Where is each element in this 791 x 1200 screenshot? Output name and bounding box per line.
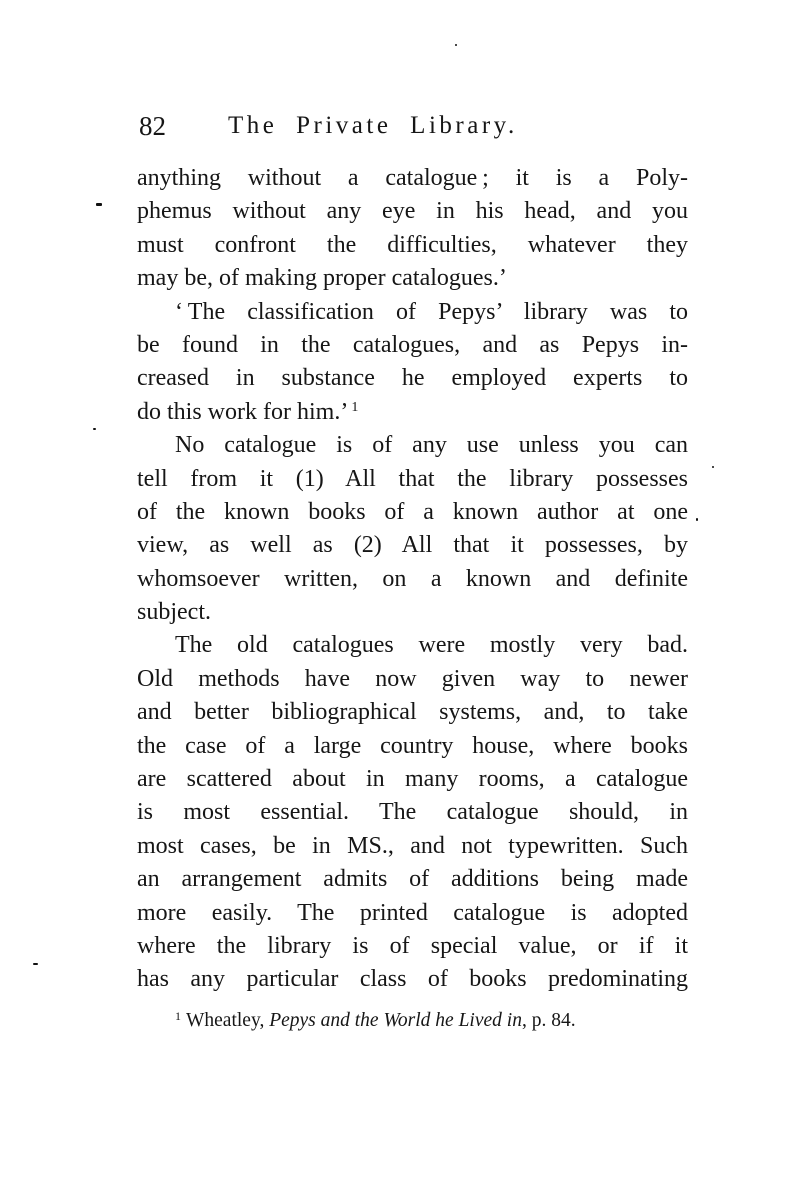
text-line (137, 830, 688, 863)
text-line (137, 496, 688, 529)
text-line-content: Old methods have now given way to newer (137, 665, 688, 692)
text-line-content: ‘ The classification of Pepys’ library was to (175, 298, 688, 325)
text-line (137, 696, 688, 729)
text-line-content: tell from it (1) All that the library possesses (137, 465, 688, 492)
scan-speck (33, 963, 38, 965)
scan-speck (93, 428, 96, 430)
scan-speck (712, 466, 714, 468)
text-line-content: do this work for him.’ (137, 398, 349, 425)
text-line (137, 329, 688, 362)
text-line (137, 963, 688, 996)
text-line (137, 663, 688, 696)
footnote-reference: 1 (351, 399, 359, 415)
text-line-content: The old catalogues were mostly very bad. (175, 632, 688, 659)
footnote-book-title: Pepys and the World he Lived in (269, 1009, 522, 1031)
text-line (137, 362, 688, 395)
text-line (137, 763, 688, 796)
text-line (137, 730, 688, 763)
text-line-content: more easily. The printed catalogue is adopted (137, 899, 688, 926)
text-line (137, 463, 688, 496)
page-number: 82 (139, 111, 166, 141)
text-line-content: has any particular class of books predominating (137, 966, 688, 993)
scan-speck (455, 44, 457, 46)
footnote-marker: 1 (175, 1008, 181, 1023)
text-line-content: must confront the difficulties, whatever they (137, 231, 688, 258)
text-line (137, 396, 688, 429)
text-line (137, 897, 688, 930)
text-line-content: phemus without any eye in his head, and you (137, 198, 688, 225)
text-line (137, 262, 688, 295)
text-line-content: where the library is of special value, or if it (137, 932, 688, 959)
text-line (137, 563, 688, 596)
scan-speck (96, 203, 102, 206)
text-line-content: whomsoever written, on a known and definite (137, 565, 688, 592)
text-line-content: and better bibliographical systems, and, to take (137, 699, 688, 726)
footnote (175, 1009, 688, 1033)
text-line (137, 162, 688, 195)
text-line-content: be found in the catalogues, and as Pepys in- (137, 331, 688, 358)
footnote-author: Wheatley, (186, 1009, 270, 1031)
text-line-content: subject. (137, 599, 211, 626)
footnote-page-ref: , p. 84. (521, 1009, 576, 1031)
text-line-content: is most essential. The catalogue should, in (137, 799, 688, 826)
text-line (137, 229, 688, 262)
text-line-content: creased in substance he employed experts to (137, 365, 688, 392)
text-line-content: anything without a catalogue ; it is a Poly- (137, 165, 688, 191)
scan-speck (696, 518, 698, 521)
body-lines (137, 162, 688, 997)
text-line (137, 796, 688, 829)
text-line (137, 429, 688, 462)
text-line-content: may be, of making proper catalogues.’ (137, 265, 507, 292)
text-line-content: an arrangement admits of additions being made (137, 866, 688, 893)
text-line (137, 930, 688, 963)
text-line-content: No catalogue is of any use unless you can (175, 432, 688, 459)
text-line (137, 296, 688, 329)
text-line (137, 629, 688, 662)
text-line (137, 596, 688, 629)
text-line (137, 195, 688, 228)
text-line-content: the case of a large country house, where books (137, 732, 688, 759)
text-line (137, 529, 688, 562)
body-text-block (137, 162, 688, 1033)
text-line-content: view, as well as (2) All that it possesses, by (137, 532, 688, 559)
text-line (137, 863, 688, 896)
text-line-content: most cases, be in MS., and not typewritten. Such (137, 832, 688, 859)
text-line-content: of the known books of a known author at one (137, 498, 688, 525)
running-title: The Private Library. (228, 112, 518, 139)
text-line-content: are scattered about in many rooms, a catalogue (137, 766, 688, 793)
